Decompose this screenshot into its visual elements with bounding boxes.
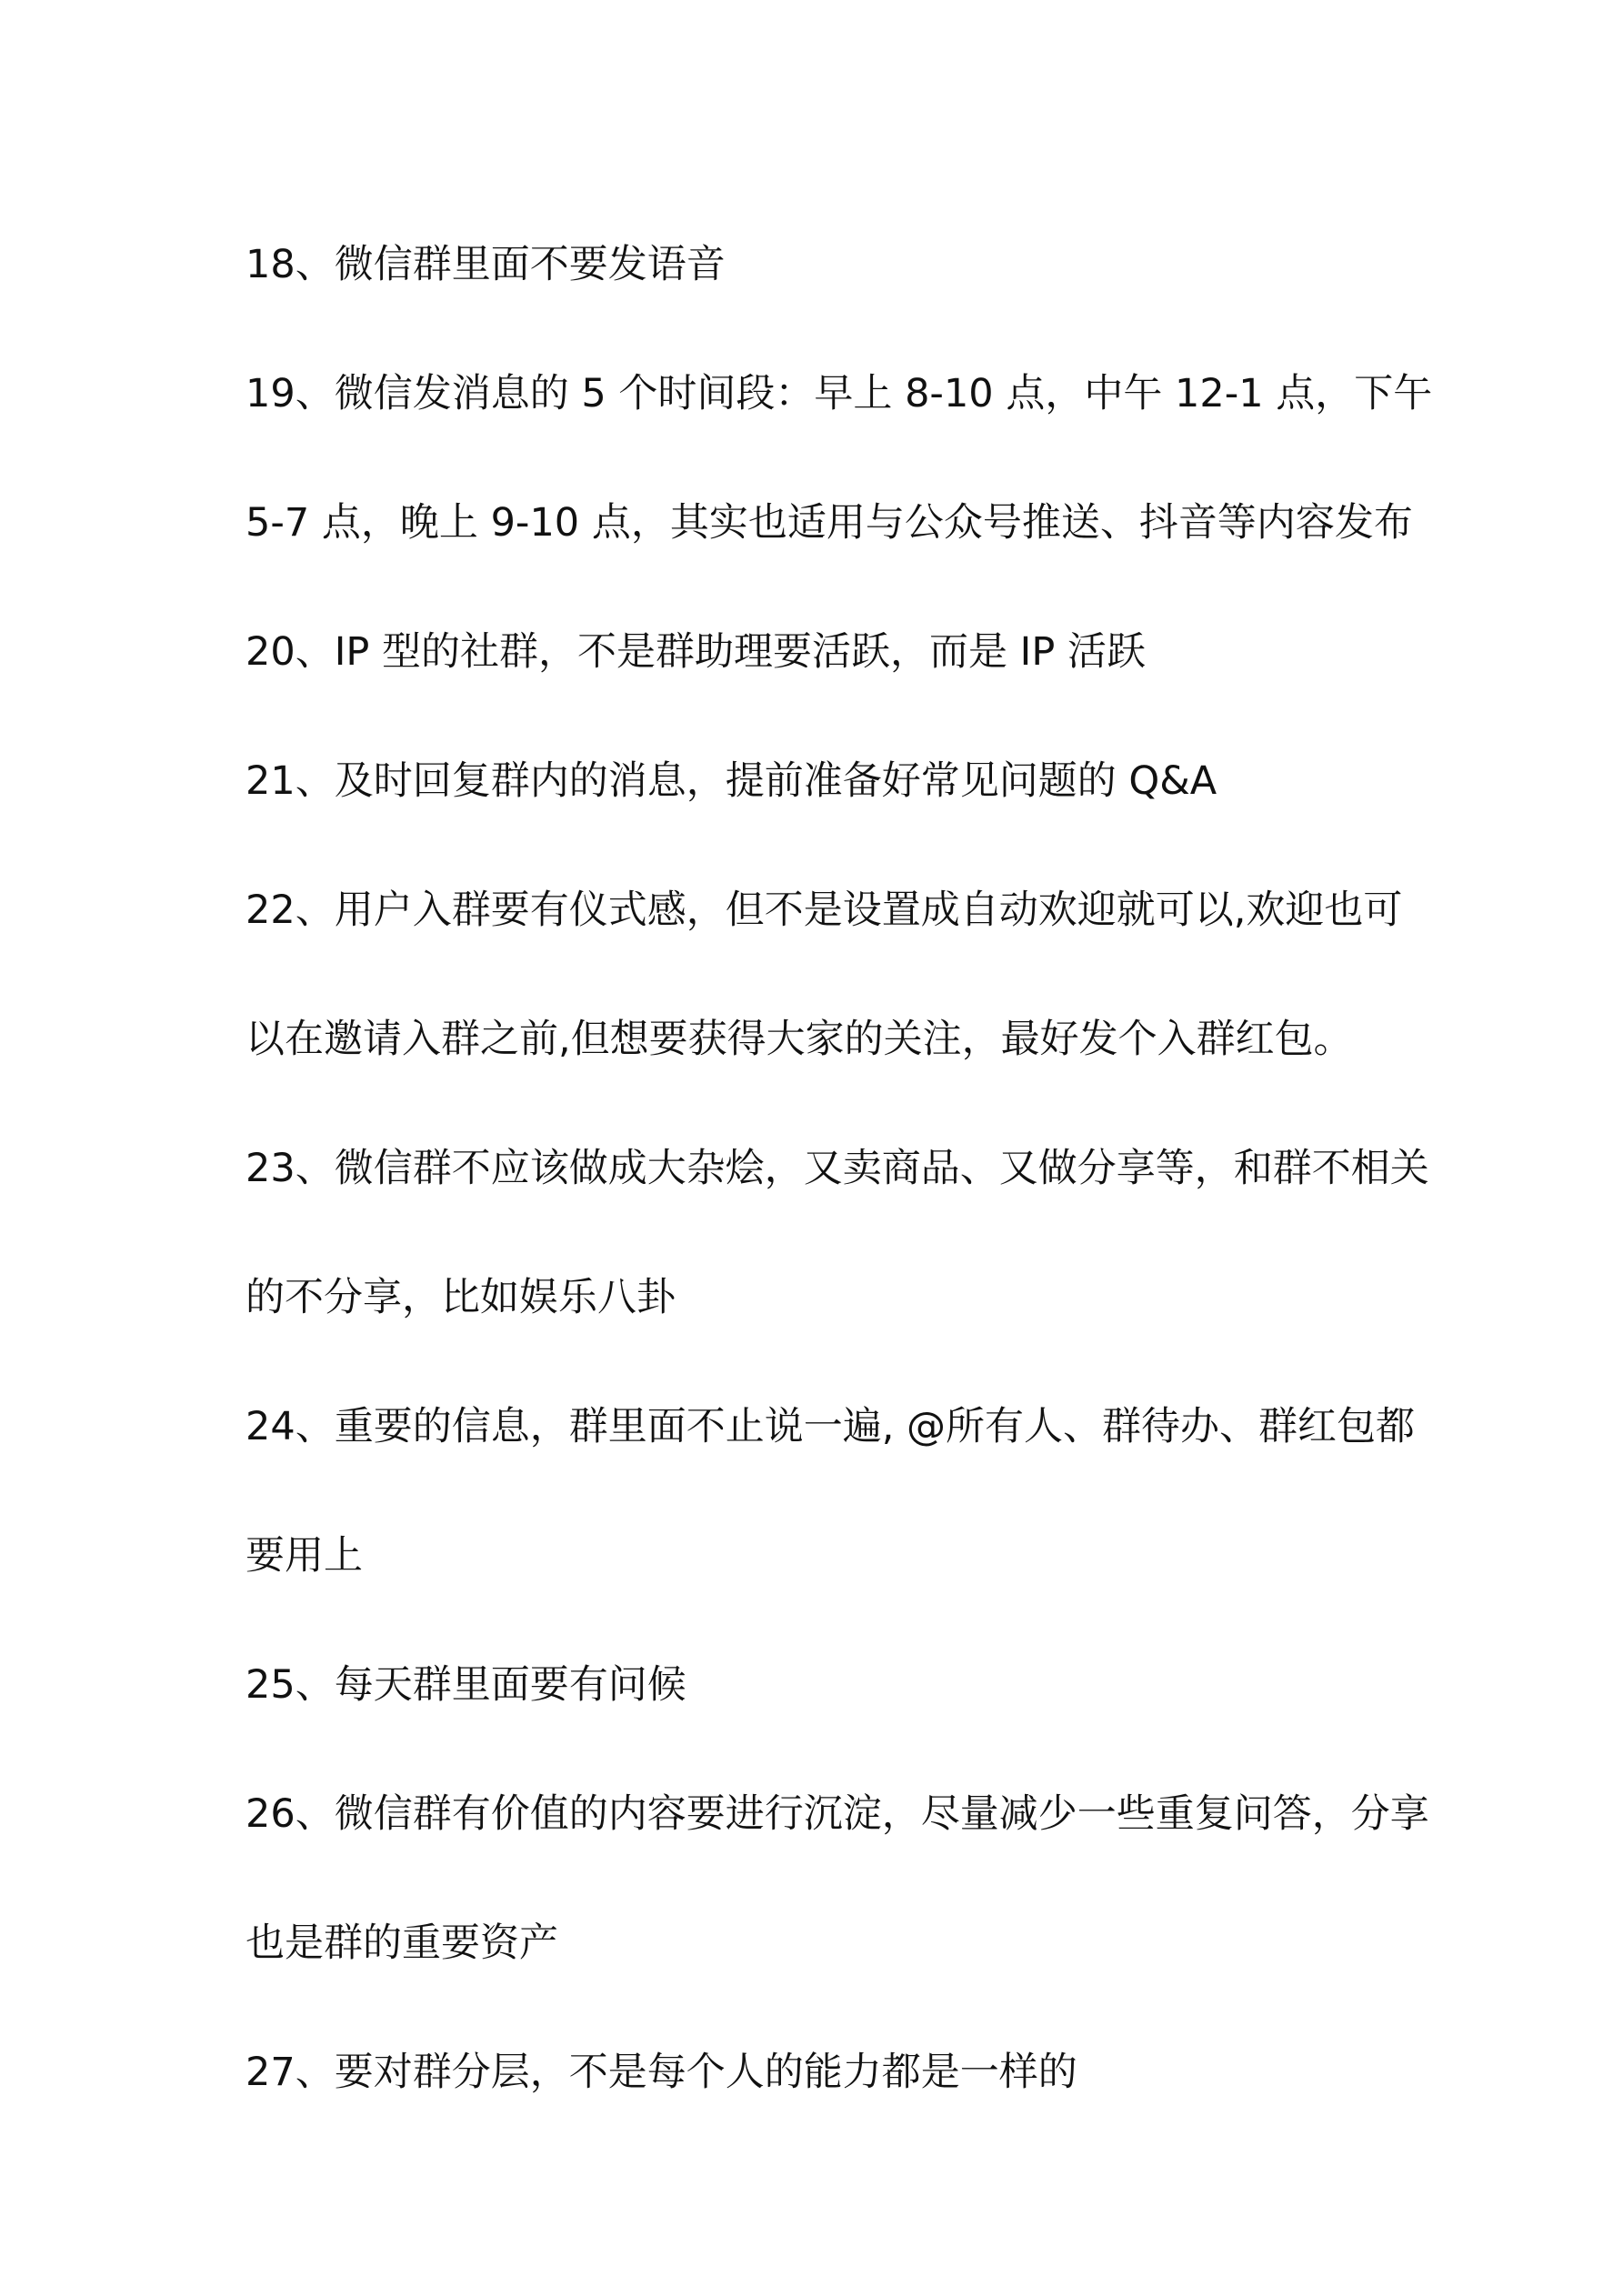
text-line-26b: 也是群的重要资产 (245, 1920, 558, 1966)
text-line-22a: 22、用户入群要有仪式感，但不是设置成自动欢迎就可以,欢迎也可 (245, 887, 1403, 933)
text-line-22b: 以在邀请入群之前,但想要获得大家的关注，最好发个入群红包。 (245, 1017, 1353, 1062)
text-line-24b: 要用上 (245, 1533, 363, 1579)
text-line-21: 21、及时回复群内的消息，提前准备好常见问题的 Q&A (245, 758, 1217, 804)
text-line-24a: 24、重要的信息，群里面不止说一遍, @所有人、群待办、群红包都 (245, 1404, 1416, 1449)
text-line-20: 20、IP 型的社群，不是群助理要活跃，而是 IP 活跃 (245, 629, 1146, 675)
text-line-27: 27、要对群分层，不是每个人的能力都是一样的 (245, 2050, 1077, 2095)
text-line-23a: 23、微信群不应该做成大杂烩，又卖商品、又做分享等，和群不相关 (245, 1146, 1429, 1191)
text-line-19b: 5-7 点，晚上 9-10 点，其实也适用与公众号推送、抖音等内容发布 (245, 500, 1413, 546)
text-line-23b: 的不分享，比如娱乐八卦 (245, 1275, 676, 1320)
text-line-25: 25、每天群里面要有问候 (245, 1662, 686, 1708)
text-line-19a: 19、微信发消息的 5 个时间段：早上 8-10 点，中午 12-1 点，下午 (245, 371, 1433, 416)
text-line-18: 18、微信群里面不要发语音 (245, 242, 726, 287)
text-line-26a: 26、微信群有价值的内容要进行沉淀，尽量减少一些重复问答，分享 (245, 1791, 1429, 1837)
